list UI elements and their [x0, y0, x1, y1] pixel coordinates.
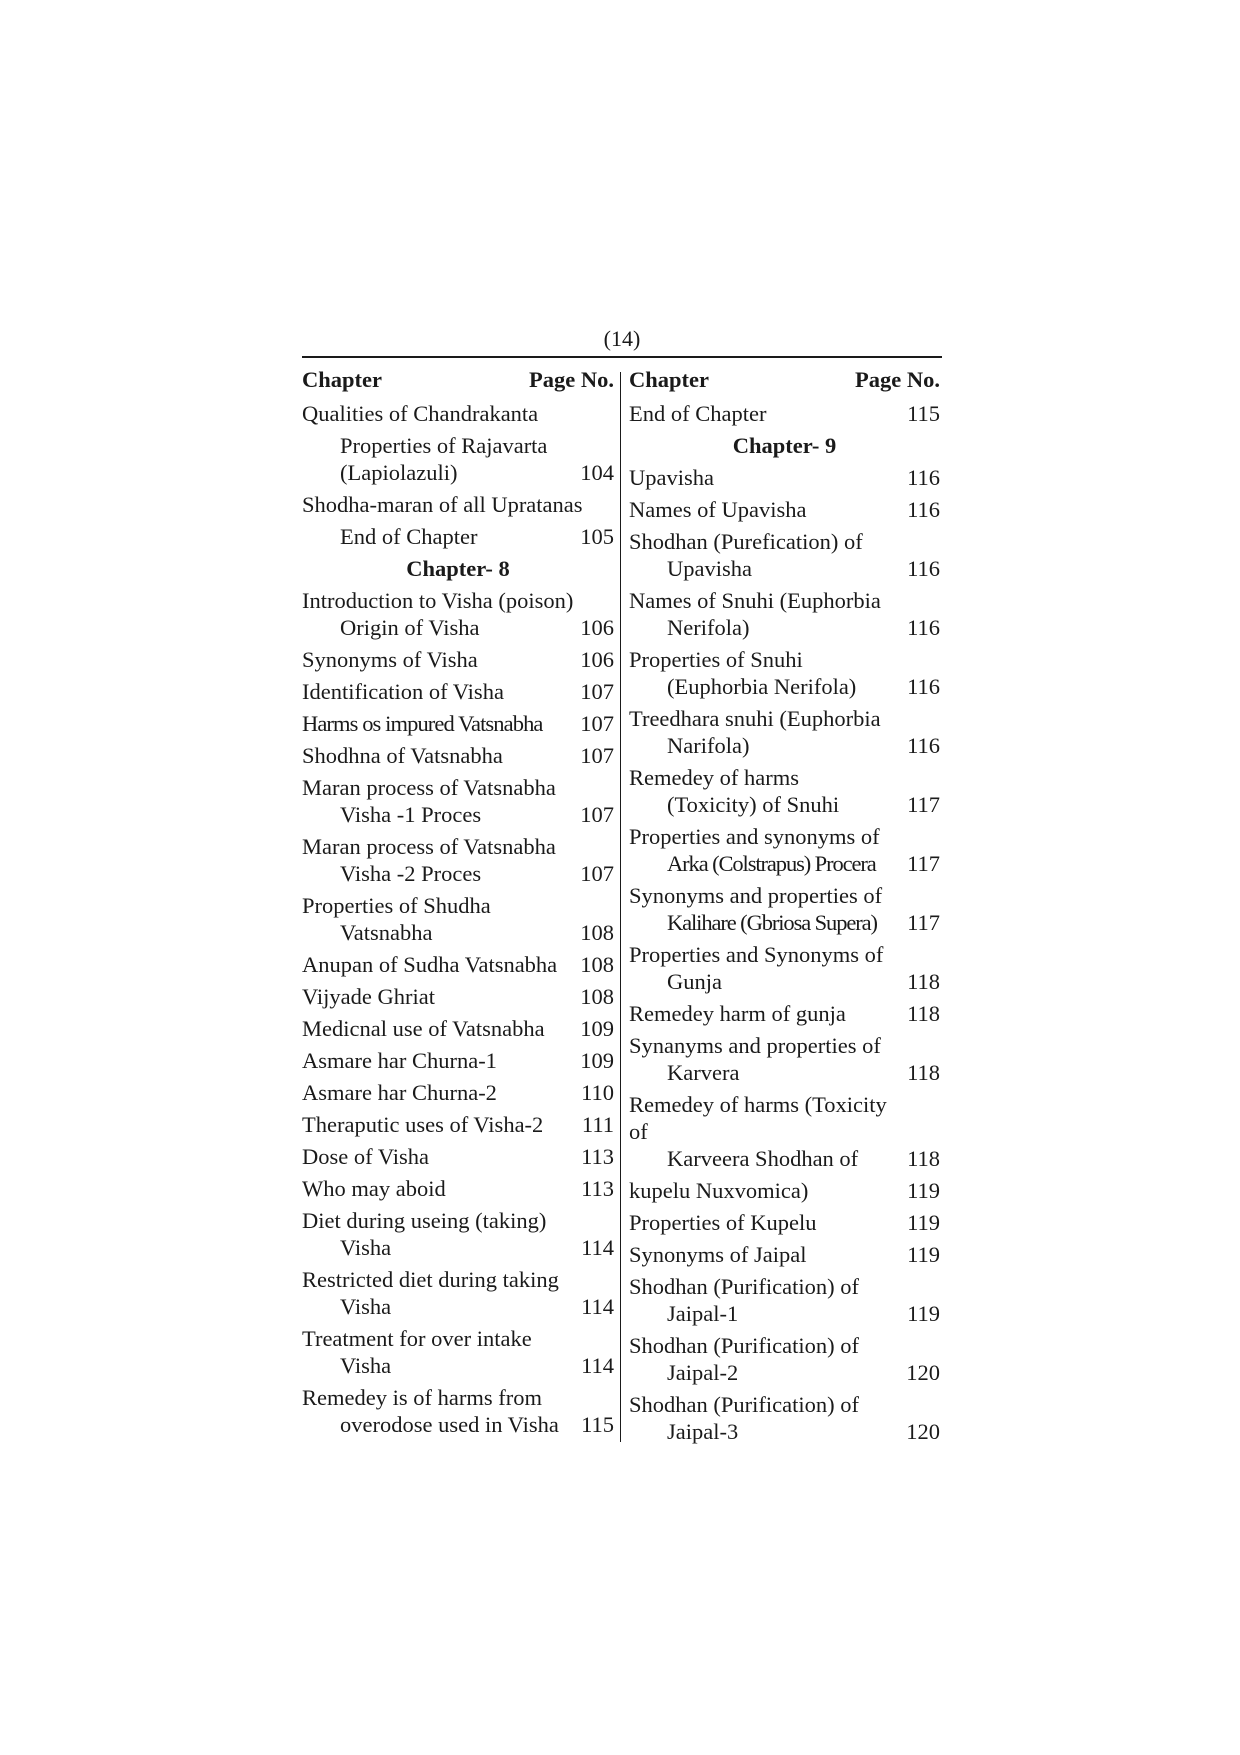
toc-entry-title [629, 1332, 900, 1386]
toc-entry-title [629, 1000, 901, 1027]
toc-entry-line: Who may aboid [302, 1176, 446, 1201]
toc-entry-title [629, 1273, 901, 1327]
toc-entry-title [302, 523, 574, 550]
toc-entry-line: Remedey harm of gunja [629, 1001, 846, 1026]
toc-entry-line: Synonyms of Visha [302, 647, 478, 672]
toc-entry-title [302, 1266, 575, 1320]
toc-entry-line: End of Chapter [629, 401, 767, 426]
column-header [629, 366, 940, 393]
toc-entry-line: Maran process of Vatsnabha [302, 775, 556, 800]
toc-entry-title [629, 823, 901, 877]
toc-entry-page-number: 118 [907, 1060, 940, 1085]
toc-entry-page-number: 115 [907, 401, 940, 426]
toc-entry-title [629, 705, 901, 759]
toc-entry-title [302, 892, 574, 946]
toc-entry-line: Harms os impured Vatsnabha [302, 711, 543, 736]
toc-entry-title [302, 951, 574, 978]
toc-entry-page-number: 115 [581, 1412, 614, 1437]
toc-entry [629, 1032, 940, 1086]
toc-entry [629, 1177, 940, 1204]
toc-entries-left [302, 400, 614, 1438]
toc-entry-line: Asmare har Churna-1 [302, 1048, 497, 1073]
toc-entry-page-number: 109 [580, 1048, 614, 1073]
toc-entry [629, 1209, 940, 1236]
toc-entry-line: Qualities of Chandrakanta [302, 401, 539, 426]
toc-entry [302, 892, 614, 946]
toc-entry-line: Shodhan (Purification) of [629, 1274, 859, 1299]
toc-entry-title [302, 491, 608, 518]
toc-entry-line: Jaipal-1 [667, 1301, 739, 1326]
toc-entry [302, 491, 614, 518]
toc-entry [302, 710, 614, 737]
toc-entry-line: Names of Upavisha [629, 497, 807, 522]
toc-entry-title [629, 764, 901, 818]
toc-entry-line: Properties of Shudha [302, 893, 491, 918]
toc-entry-line: overodose used in Visha [340, 1412, 559, 1437]
toc-entry-line: Shodhan (Purefication) of [629, 529, 863, 554]
toc-entry-title [302, 742, 574, 769]
toc-entry-title [302, 1047, 574, 1074]
toc-entry-line: Diet during useing (taking) [302, 1208, 547, 1233]
toc-entry [302, 1015, 614, 1042]
toc-entry [629, 1273, 940, 1327]
toc-entry-line: Visha -1 Proces [340, 802, 482, 827]
toc-entry-title [302, 1325, 575, 1379]
toc-entries-right [629, 400, 940, 1445]
toc-entry-page-number: 113 [581, 1144, 614, 1169]
toc-entry-line: Restricted diet during taking [302, 1267, 559, 1292]
toc-entry [629, 496, 940, 523]
toc-entry [629, 1000, 940, 1027]
toc-entry-title [302, 1207, 575, 1261]
toc-entry [629, 528, 940, 582]
toc-entry-line: Narifola) [667, 733, 750, 758]
toc-entry-title [302, 1079, 575, 1106]
toc-entry-title [302, 678, 574, 705]
toc-entry-line: Treatment for over intake [302, 1326, 532, 1351]
toc-entry [302, 1207, 614, 1261]
toc-entry-line: Introduction to Visha (poison) [302, 588, 574, 613]
toc-entry [629, 464, 940, 491]
toc-entry-title [629, 882, 901, 936]
toc-entry-line: Maran process of Vatsnabha [302, 834, 556, 859]
toc-entry-page-number: 109 [580, 1016, 614, 1041]
toc-entry-page-number: 108 [580, 952, 614, 977]
toc-entry-page-number: 120 [906, 1360, 940, 1385]
toc-entry [629, 764, 940, 818]
toc-entry-line: End of Chapter [340, 524, 478, 549]
toc-entry-line: Properties of Snuhi [629, 647, 803, 672]
toc-entry-title [302, 1143, 575, 1170]
toc-entry-page-number: 106 [580, 615, 614, 640]
page-no-header: Page No. [855, 367, 940, 392]
toc-entry-line: Visha -2 Proces [340, 861, 482, 886]
toc-entry-page-number: 113 [581, 1176, 614, 1201]
toc-entry [629, 1332, 940, 1386]
toc-entry [302, 1079, 614, 1106]
toc-entry-page-number: 114 [581, 1235, 614, 1260]
toc-entry-line: Gunja [667, 969, 722, 994]
toc-entry [629, 1241, 940, 1268]
toc-entry-page-number: 108 [580, 984, 614, 1009]
toc-column-left [302, 366, 614, 1443]
toc-entry-page-number: 118 [907, 1001, 940, 1026]
toc-entry-title [302, 774, 574, 828]
toc-entry-line: Properties of Kupelu [629, 1210, 817, 1235]
toc-entry-line: Vatsnabha [340, 920, 433, 945]
toc-entry [302, 833, 614, 887]
toc-entry-title [629, 1091, 901, 1172]
chapter-heading: Chapter- 9 [732, 433, 837, 458]
toc-entry-page-number: 110 [581, 1080, 614, 1105]
toc-entry-title [629, 941, 901, 995]
toc-entry-page-number: 105 [580, 524, 614, 549]
toc-entry-title [629, 528, 901, 582]
toc-entry-title [302, 983, 574, 1010]
toc-entry [629, 823, 940, 877]
toc-entry-title [629, 464, 901, 491]
toc-entry-title [302, 1175, 575, 1202]
toc-entry-line: Synonyms and properties of [629, 883, 883, 908]
toc-entry [629, 1391, 940, 1445]
toc-entry-page-number: 116 [907, 465, 940, 490]
toc-entry-line: Remedey of harms (Toxicity of [629, 1092, 887, 1144]
toc-entry-line: Karvera [667, 1060, 740, 1085]
toc-entry-line: Theraputic uses of Visha-2 [302, 1112, 544, 1137]
toc-entry-page-number: 118 [907, 1146, 940, 1171]
toc-entry-line: (Euphorbia Nerifola) [667, 674, 857, 699]
toc-entry-line: (Toxicity) of Snuhi [667, 792, 840, 817]
toc-entry-line: Visha [340, 1294, 392, 1319]
toc-entry-line: Arka (Colstrapus) Procera [667, 851, 876, 876]
toc-entry-line: Nerifola) [667, 615, 750, 640]
toc-entry [302, 1175, 614, 1202]
toc-entry-line: Dose of Visha [302, 1144, 429, 1169]
toc-entry-line: Origin of Visha [340, 615, 480, 640]
toc-entry [629, 400, 940, 427]
toc-column-right [629, 366, 940, 1450]
header-rule [302, 356, 942, 358]
toc-entry-page-number: 107 [580, 711, 614, 736]
toc-entry-page-number: 107 [580, 861, 614, 886]
toc-entry-line: Properties and synonyms of [629, 824, 880, 849]
toc-entry-line: (Lapiolazuli) [340, 460, 458, 485]
toc-entry-page-number: 116 [907, 556, 940, 581]
toc-entry-line: Synanyms and properties of [629, 1033, 881, 1058]
column-divider [620, 372, 621, 1442]
toc-entry-line: Remedey of harms [629, 765, 799, 790]
toc-entry [629, 941, 940, 995]
toc-entry-page-number: 104 [580, 460, 614, 485]
toc-entry-page-number: 116 [907, 674, 940, 699]
toc-entry-title [629, 1391, 900, 1445]
page-number: (14) [603, 326, 641, 351]
chapter-heading: Chapter- 8 [406, 556, 510, 581]
toc-entry-line: Karveera Shodhan of [667, 1146, 859, 1171]
toc-entry-title [629, 400, 901, 427]
toc-entry [302, 1325, 614, 1379]
toc-entry-title [629, 646, 901, 700]
toc-entry [629, 882, 940, 936]
toc-entry-line: Treedhara snuhi (Euphorbia [629, 706, 881, 731]
column-header [302, 366, 614, 393]
toc-entry [629, 646, 940, 700]
toc-entry-page-number: 107 [580, 679, 614, 704]
toc-entry-title [302, 1111, 576, 1138]
toc-entry-line: kupelu Nuxvomica) [629, 1178, 809, 1203]
toc-entry [302, 1143, 614, 1170]
toc-entry [629, 587, 940, 641]
toc-entry [302, 1111, 614, 1138]
page-no-header: Page No. [529, 367, 614, 392]
toc-entry-page-number: 118 [907, 969, 940, 994]
toc-entry-page-number: 108 [580, 920, 614, 945]
toc-entry-page-number: 107 [580, 802, 614, 827]
toc-entry-line: Visha [340, 1235, 392, 1260]
toc-entry-line: Shodhan (Purification) of [629, 1333, 859, 1358]
toc-entry [302, 587, 614, 641]
toc-entry-page-number: 117 [907, 792, 940, 817]
toc-entry-page-number: 114 [581, 1353, 614, 1378]
toc-entry-line: Visha [340, 1353, 392, 1378]
toc-entry-page-number: 119 [907, 1178, 940, 1203]
toc-entry-page-number: 120 [906, 1419, 940, 1444]
toc-entry-page-number: 111 [581, 1112, 614, 1137]
toc-entry-page-number: 117 [907, 910, 940, 935]
toc-entry-line: Names of Snuhi (Euphorbia [629, 588, 881, 613]
toc-entry-page-number: 107 [580, 743, 614, 768]
toc-entry-line: Shodha-maran of all Upratanas [302, 492, 583, 517]
toc-entry-page-number: 116 [907, 497, 940, 522]
toc-entry [302, 678, 614, 705]
toc-entry [629, 705, 940, 759]
toc-entry-line: Shodhan (Purification) of [629, 1392, 859, 1417]
toc-entry [302, 951, 614, 978]
chapter-header: Chapter [629, 367, 709, 392]
toc-entry-line: Vijyade Ghriat [302, 984, 435, 1009]
toc-entry-title [629, 1241, 901, 1268]
toc-entry-line: Properties of Rajavarta [340, 433, 548, 458]
toc-entry-line: Remedey is of harms from [302, 1385, 542, 1410]
toc-entry [302, 1266, 614, 1320]
toc-entry-page-number: 119 [907, 1301, 940, 1326]
toc-entry-title [302, 833, 574, 887]
toc-entry [302, 1047, 614, 1074]
toc-entry-title [302, 587, 574, 641]
toc-entry [302, 774, 614, 828]
toc-entry-title [302, 1384, 575, 1438]
toc-entry-line: Jaipal-3 [667, 1419, 739, 1444]
toc-entry-line: Jaipal-2 [667, 1360, 739, 1385]
toc-entry-page-number: 119 [907, 1210, 940, 1235]
toc-entry [302, 400, 614, 427]
toc-entry-page-number: 116 [907, 615, 940, 640]
toc-entry-title [302, 400, 608, 427]
toc-entry-title [302, 1015, 574, 1042]
toc-entry-line: Kalihare (Gbriosa Supera) [667, 910, 877, 935]
toc-entry-line: Identification of Visha [302, 679, 504, 704]
toc-entry-page-number: 119 [907, 1242, 940, 1267]
toc-entry-line: Medicnal use of Vatsnabha [302, 1016, 545, 1041]
toc-entry [302, 523, 614, 550]
toc-entry-title [629, 587, 901, 641]
toc-entry-page-number: 116 [907, 733, 940, 758]
toc-entry-title [629, 496, 901, 523]
toc-entry-title [302, 432, 574, 486]
toc-entry-line: Anupan of Sudha Vatsnabha [302, 952, 558, 977]
toc-entry [302, 983, 614, 1010]
toc-entry-line: Upavisha [629, 465, 714, 490]
toc-entry-line: Properties and Synonyms of [629, 942, 884, 967]
toc-entry [302, 432, 614, 486]
toc-entry [629, 1091, 940, 1172]
toc-entry-line: Upavisha [667, 556, 752, 581]
toc-entry-page-number: 106 [580, 647, 614, 672]
toc-entry-title [629, 1209, 901, 1236]
toc-entry-title [629, 1032, 901, 1086]
toc-entry-page-number: 117 [907, 851, 940, 876]
chapter-header: Chapter [302, 367, 382, 392]
toc-entry-line: Synonyms of Jaipal [629, 1242, 807, 1267]
toc-entry-line: Shodhna of Vatsnabha [302, 743, 503, 768]
toc-entry-line: Asmare har Churna-2 [302, 1080, 497, 1105]
toc-entry-title [302, 710, 574, 737]
toc-entry-title [302, 646, 574, 673]
toc-entry-page-number: 114 [581, 1294, 614, 1319]
toc-entry [302, 1384, 614, 1438]
toc-entry [302, 646, 614, 673]
toc-entry-title [629, 1177, 901, 1204]
toc-entry [302, 742, 614, 769]
